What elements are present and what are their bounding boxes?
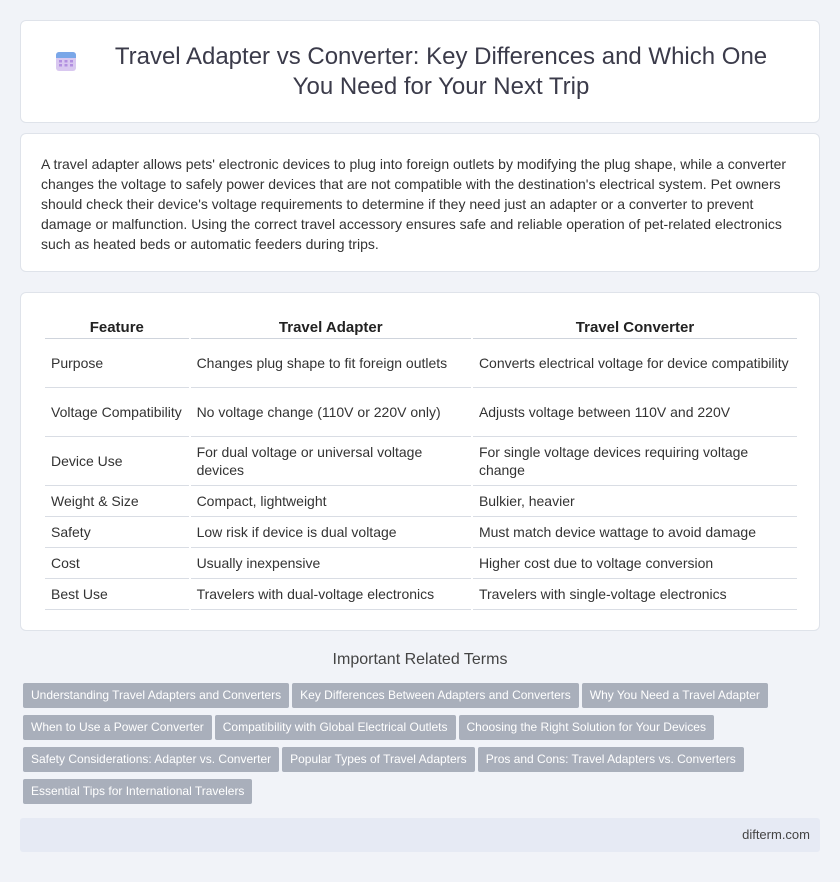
related-term-tag[interactable]: Why You Need a Travel Adapter: [582, 683, 768, 708]
related-term-tag[interactable]: When to Use a Power Converter: [23, 715, 212, 740]
table-row: [45, 437, 797, 486]
row-feature: Weight & Size: [45, 486, 189, 517]
row-adapter: Changes plug shape to fit foreign outlets: [191, 339, 471, 388]
intro-card: [20, 133, 820, 272]
title-card: [20, 20, 820, 123]
page-title: Travel Adapter vs Converter: Key Differences and Which One You Need for Your Next Trip: [114, 42, 768, 100]
row-adapter: Compact, lightweight: [191, 486, 471, 517]
comparison-card: [20, 292, 820, 631]
footer-site-link[interactable]: difterm.com: [742, 827, 810, 842]
intro-paragraph: A travel adapter allows pets' electronic devices to plug into foreign outlets by modifying the plug shape, while a converter changes the voltage to safely power devices that are not compatible with the destination's electrical system. Pet owners should check their device's voltage requirements to determine if they need just an adapter or a converter to prevent damage or malfunction. Using the correct travel accessory ensures safe and reliable operation of pet-related electronics such as heated beds or automatic feeders during trips.: [41, 156, 787, 252]
row-feature: Voltage Compatibility: [45, 388, 189, 437]
row-adapter: For dual voltage or universal voltage devices: [191, 437, 471, 486]
related-terms-list: [23, 683, 803, 811]
row-feature: Purpose: [45, 339, 189, 388]
table-row: [45, 517, 797, 548]
row-adapter: Travelers with dual-voltage electronics: [191, 579, 471, 610]
row-adapter: Usually inexpensive: [191, 548, 471, 579]
related-term-tag[interactable]: Essential Tips for International Travelers: [23, 779, 252, 804]
row-converter: Adjusts voltage between 110V and 220V: [473, 388, 797, 437]
row-converter: Higher cost due to voltage conversion: [473, 548, 797, 579]
table-header-row: [45, 315, 797, 339]
table-row: [45, 548, 797, 579]
related-terms-heading: Important Related Terms: [332, 651, 508, 668]
header-feature: Feature: [45, 315, 189, 339]
footer: [20, 818, 820, 852]
row-converter: For single voltage devices requiring voltage change: [473, 437, 797, 486]
table-row: [45, 486, 797, 517]
row-converter: Must match device wattage to avoid damage: [473, 517, 797, 548]
row-feature: Safety: [45, 517, 189, 548]
row-converter: Bulkier, heavier: [473, 486, 797, 517]
row-feature: Device Use: [45, 437, 189, 486]
title-wrap: [40, 42, 800, 102]
row-feature: Cost: [45, 548, 189, 579]
row-feature: Best Use: [45, 579, 189, 610]
related-term-tag[interactable]: Understanding Travel Adapters and Converters: [23, 683, 289, 708]
row-adapter: Low risk if device is dual voltage: [191, 517, 471, 548]
header-travel-converter: Travel Converter: [473, 315, 797, 339]
table-row: [45, 579, 797, 610]
table-row: [45, 339, 797, 388]
related-term-tag[interactable]: Choosing the Right Solution for Your Devices: [459, 715, 714, 740]
calendar-icon: [54, 49, 78, 73]
related-term-tag[interactable]: Popular Types of Travel Adapters: [282, 747, 475, 772]
header-travel-adapter: Travel Adapter: [191, 315, 471, 339]
table-row: [45, 388, 797, 437]
related-term-tag[interactable]: Key Differences Between Adapters and Converters: [292, 683, 579, 708]
related-term-tag[interactable]: Compatibility with Global Electrical Outlets: [215, 715, 456, 740]
row-adapter: No voltage change (110V or 220V only): [191, 388, 471, 437]
related-term-tag[interactable]: Pros and Cons: Travel Adapters vs. Converters: [478, 747, 744, 772]
comparison-table: [43, 315, 799, 610]
related-term-tag[interactable]: Safety Considerations: Adapter vs. Converter: [23, 747, 279, 772]
row-converter: Travelers with single-voltage electronics: [473, 579, 797, 610]
row-converter: Converts electrical voltage for device compatibility: [473, 339, 797, 388]
